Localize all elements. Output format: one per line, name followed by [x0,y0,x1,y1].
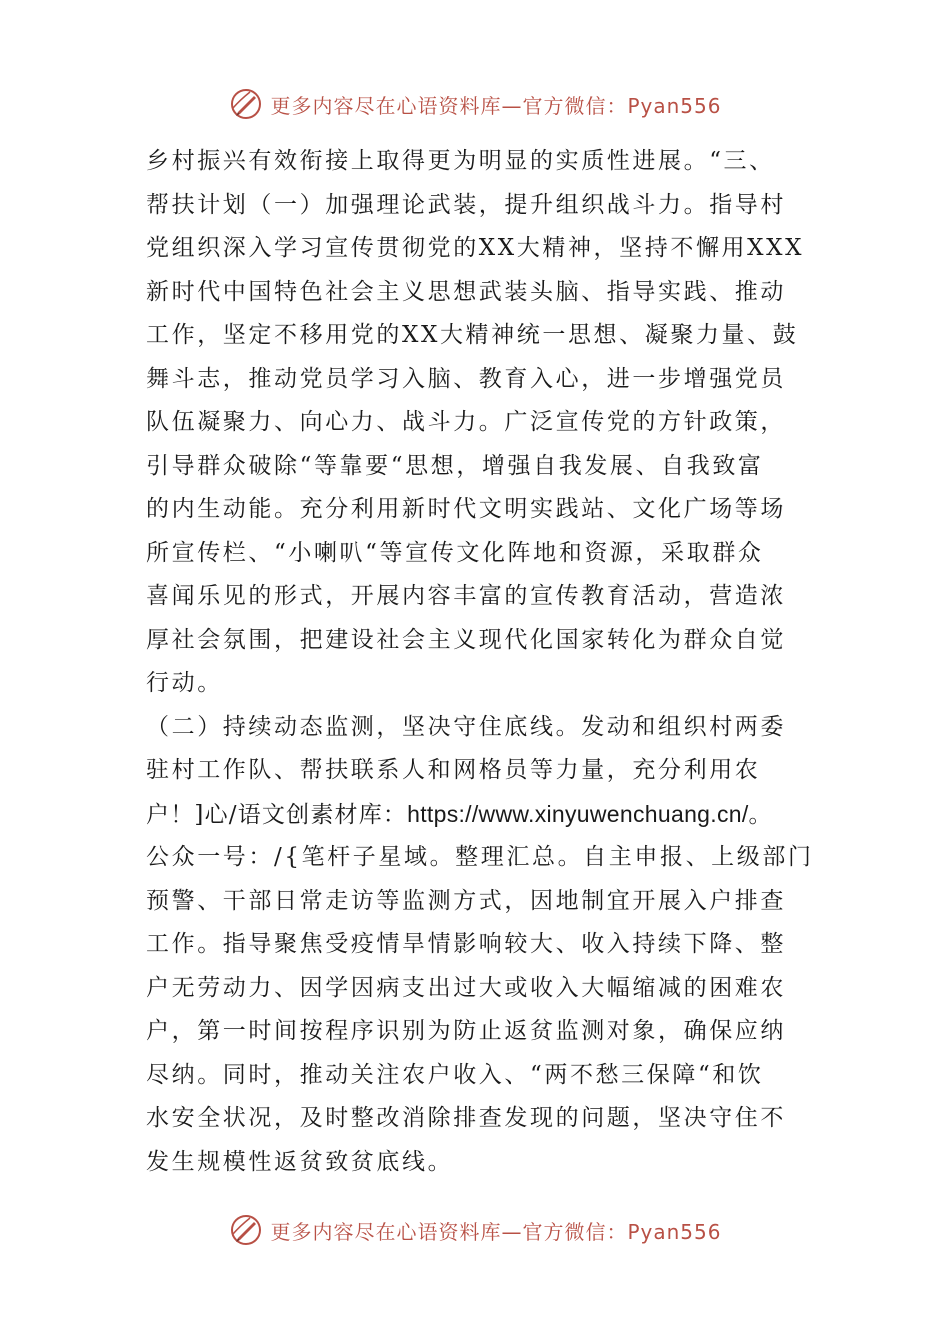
header-banner [0,84,950,124]
header-banner-text: 更多内容尽在心语资料库—官方微信：Pyan556 [270,93,722,118]
text-line: 户无劳动力、因学因病支出过大或收入大幅缩减的困难农 [146,974,786,1001]
text-line: 队伍凝聚力、向心力、战斗力。广泛宣传党的方针政策， [146,409,786,435]
text-line: 的内生动能。充分利用新时代文明实践站、文化广场等场 [146,496,786,522]
text-line: 新时代中国特色社会主义思想武装头脑、指导实践、推动 [146,278,786,305]
text-fragment: 。 [748,801,773,828]
url-link[interactable]: https://www.xinyuwenchuang.cn/ [407,800,749,827]
text-line-with-url [146,793,808,837]
footer-banner [0,1210,950,1250]
text-line: 喜闻乐见的形式，开展内容丰富的宣传教育活动，营造浓 [146,583,786,609]
text-line: 预警、干部日常走访等监测方式，因地制宜开展入户排查 [146,887,786,914]
text-line: 厚社会氛围，把建设社会主义现代化国家转化为群众自觉 [146,626,786,653]
text-line: （二）持续动态监测，坚决守住底线。发动和组织村两委 [146,713,786,740]
text-line: 行动。 [146,670,223,696]
text-line: 党组织深入学习宣传贯彻党的XX大精神，坚持不懈用XXX [146,235,805,261]
text-line: 水安全状况，及时整改消除排查发现的问题，坚决守住不 [146,1105,786,1131]
text-line: 户，第一时间按程序识别为防止返贫监测对象，确保应纳 [146,1018,786,1044]
text-line: 驻村工作队、帮扶联系人和网格员等力量，充分利用农 [146,757,761,783]
document-body [146,140,814,1184]
text-line: 发生规模性返贫致贫底线。 [146,1148,454,1175]
footer-banner-text: 更多内容尽在心语资料库—官方微信：Pyan556 [270,1219,722,1244]
text-line: 乡村振兴有效衔接上取得更为明显的实质性进展。“三、 [146,148,775,174]
text-line: 工作，坚定不移用党的XX大精神统一思想、凝聚力量、鼓 [146,322,799,348]
text-line: 帮扶计划（一）加强理论武装，提升组织战斗力。指导村 [146,191,786,218]
pen-logo-icon [228,86,264,122]
text-line: 工作。指导聚焦受疫情旱情影响较大、收入持续下降、整 [146,931,786,957]
text-line: 尽纳。同时，推动关注农户收入、“两不愁三保障“和饮 [146,1061,764,1088]
text-line: 所宣传栏、“小喇叭“等宣传文化阵地和资源，采取群众 [146,539,764,566]
pen-logo-icon [228,1212,264,1248]
text-line: 引导群众破除“等靠要“思想，增强自我发展、自我致富 [146,452,764,479]
text-fragment: 户！]心/语文创素材库： [146,801,408,828]
text-line: 公众一号：/{笔杆子星域。整理汇总。自主申报、上级部门 [146,844,814,870]
text-line: 舞斗志，推动党员学习入脑、教育入心，进一步增强党员 [146,365,786,392]
